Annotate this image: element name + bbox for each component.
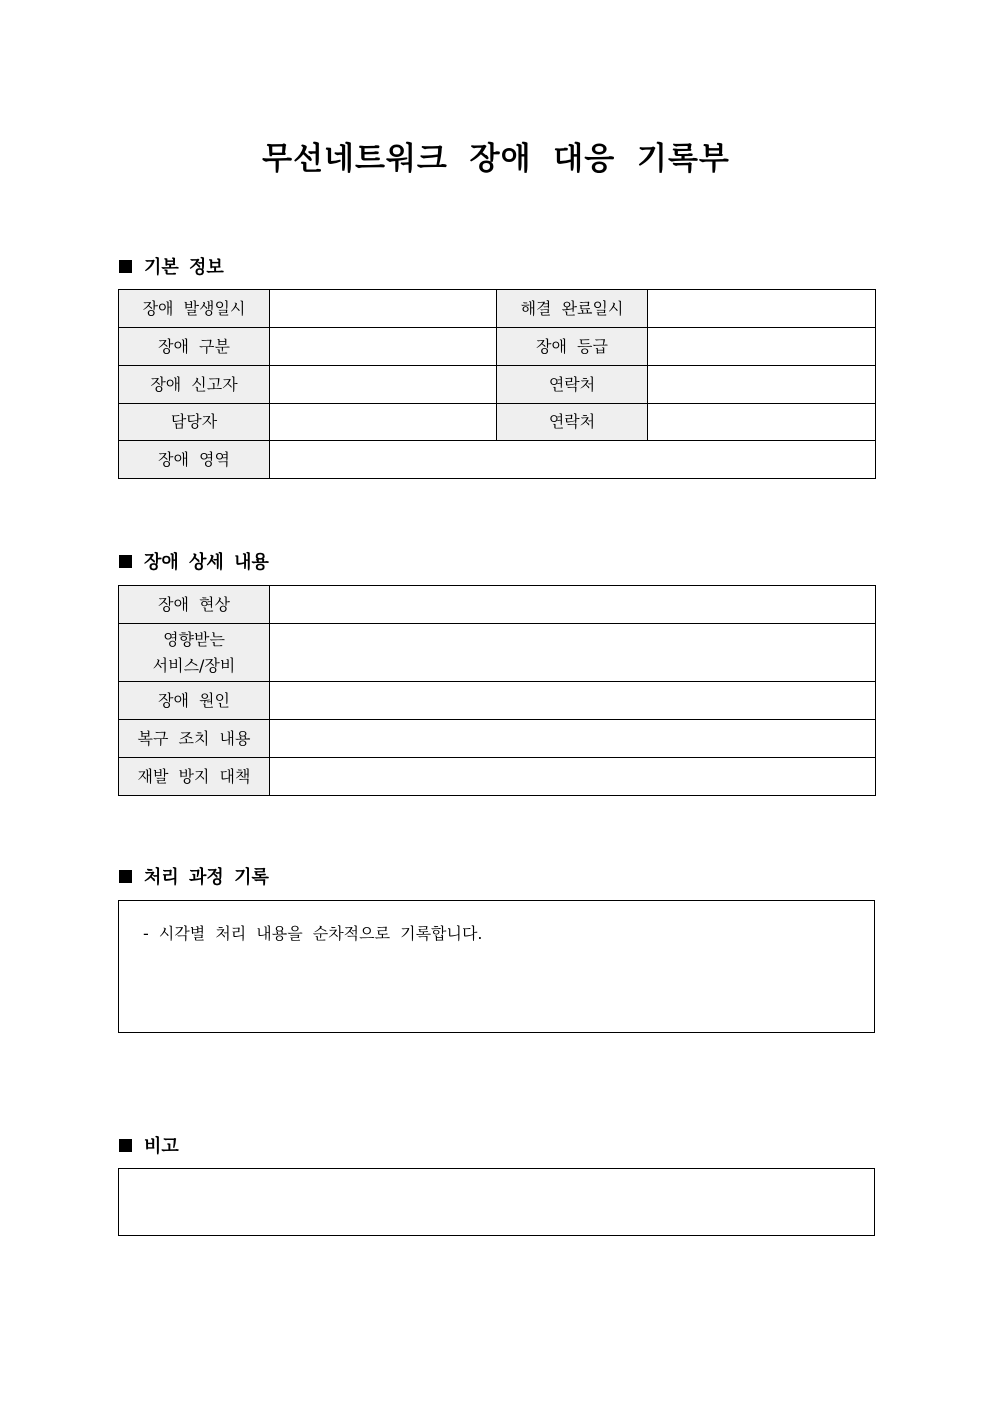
- field-assignee-contact[interactable]: [648, 404, 876, 441]
- square-bullet-icon: [119, 555, 132, 568]
- label-occurrence-datetime: 장애 발생일시: [119, 290, 270, 328]
- field-recovery-action[interactable]: [270, 720, 876, 758]
- table-row: [119, 404, 876, 441]
- label-assignee-contact: 연락처: [497, 404, 648, 441]
- section-title: 처리 과정 기록: [144, 867, 269, 888]
- label-symptom: 장애 현상: [119, 586, 270, 624]
- field-occurrence-datetime[interactable]: [270, 290, 497, 328]
- field-symptom[interactable]: [270, 586, 876, 624]
- field-failure-grade[interactable]: [648, 328, 876, 366]
- label-failure-type: 장애 구분: [119, 328, 270, 366]
- field-resolved-datetime[interactable]: [648, 290, 876, 328]
- label-affected-services: [119, 624, 270, 682]
- square-bullet-icon: [119, 870, 132, 883]
- label-reporter: 장애 신고자: [119, 366, 270, 404]
- process-log-instruction: - 시각별 처리 내용을 순차적으로 기록합니다.: [143, 924, 483, 943]
- field-failure-type[interactable]: [270, 328, 497, 366]
- label-reporter-contact: 연락처: [497, 366, 648, 404]
- table-row: [119, 586, 876, 624]
- section-title: 장애 상세 내용: [144, 552, 269, 573]
- section-heading-basic-info: [119, 253, 224, 279]
- section-heading-remarks: [119, 1132, 179, 1158]
- field-prevention[interactable]: [270, 758, 876, 796]
- field-assignee[interactable]: [270, 404, 497, 441]
- table-row: [119, 720, 876, 758]
- label-recovery-action: 복구 조치 내용: [119, 720, 270, 758]
- label-prevention: 재발 방지 대책: [119, 758, 270, 796]
- label-resolved-datetime: 해결 완료일시: [497, 290, 648, 328]
- field-failure-area[interactable]: [270, 441, 876, 479]
- table-row: [119, 682, 876, 720]
- table-row: [119, 758, 876, 796]
- field-cause[interactable]: [270, 682, 876, 720]
- section-heading-process-log: [119, 863, 269, 889]
- document-title: 무선네트워크 장애 대응 기록부: [262, 141, 730, 177]
- label-cause: 장애 원인: [119, 682, 270, 720]
- details-table: [118, 585, 876, 796]
- table-row: [119, 441, 876, 479]
- section-title: 기본 정보: [144, 257, 224, 278]
- field-reporter[interactable]: [270, 366, 497, 404]
- table-row: [119, 328, 876, 366]
- label-assignee: 담당자: [119, 404, 270, 441]
- label-failure-area: 장애 영역: [119, 441, 270, 479]
- table-row: [119, 366, 876, 404]
- square-bullet-icon: [119, 260, 132, 273]
- label-line: 영향받는: [163, 629, 225, 649]
- basic-info-table: [118, 289, 876, 479]
- process-log-box[interactable]: [118, 900, 875, 1033]
- label-line: 서비스/장비: [152, 655, 236, 675]
- remarks-box[interactable]: [118, 1168, 875, 1236]
- field-reporter-contact[interactable]: [648, 366, 876, 404]
- section-heading-details: [119, 548, 269, 574]
- section-title: 비고: [144, 1136, 179, 1157]
- table-row: [119, 290, 876, 328]
- field-affected-services[interactable]: [270, 624, 876, 682]
- square-bullet-icon: [119, 1139, 132, 1152]
- table-row: [119, 624, 876, 682]
- label-failure-grade: 장애 등급: [497, 328, 648, 366]
